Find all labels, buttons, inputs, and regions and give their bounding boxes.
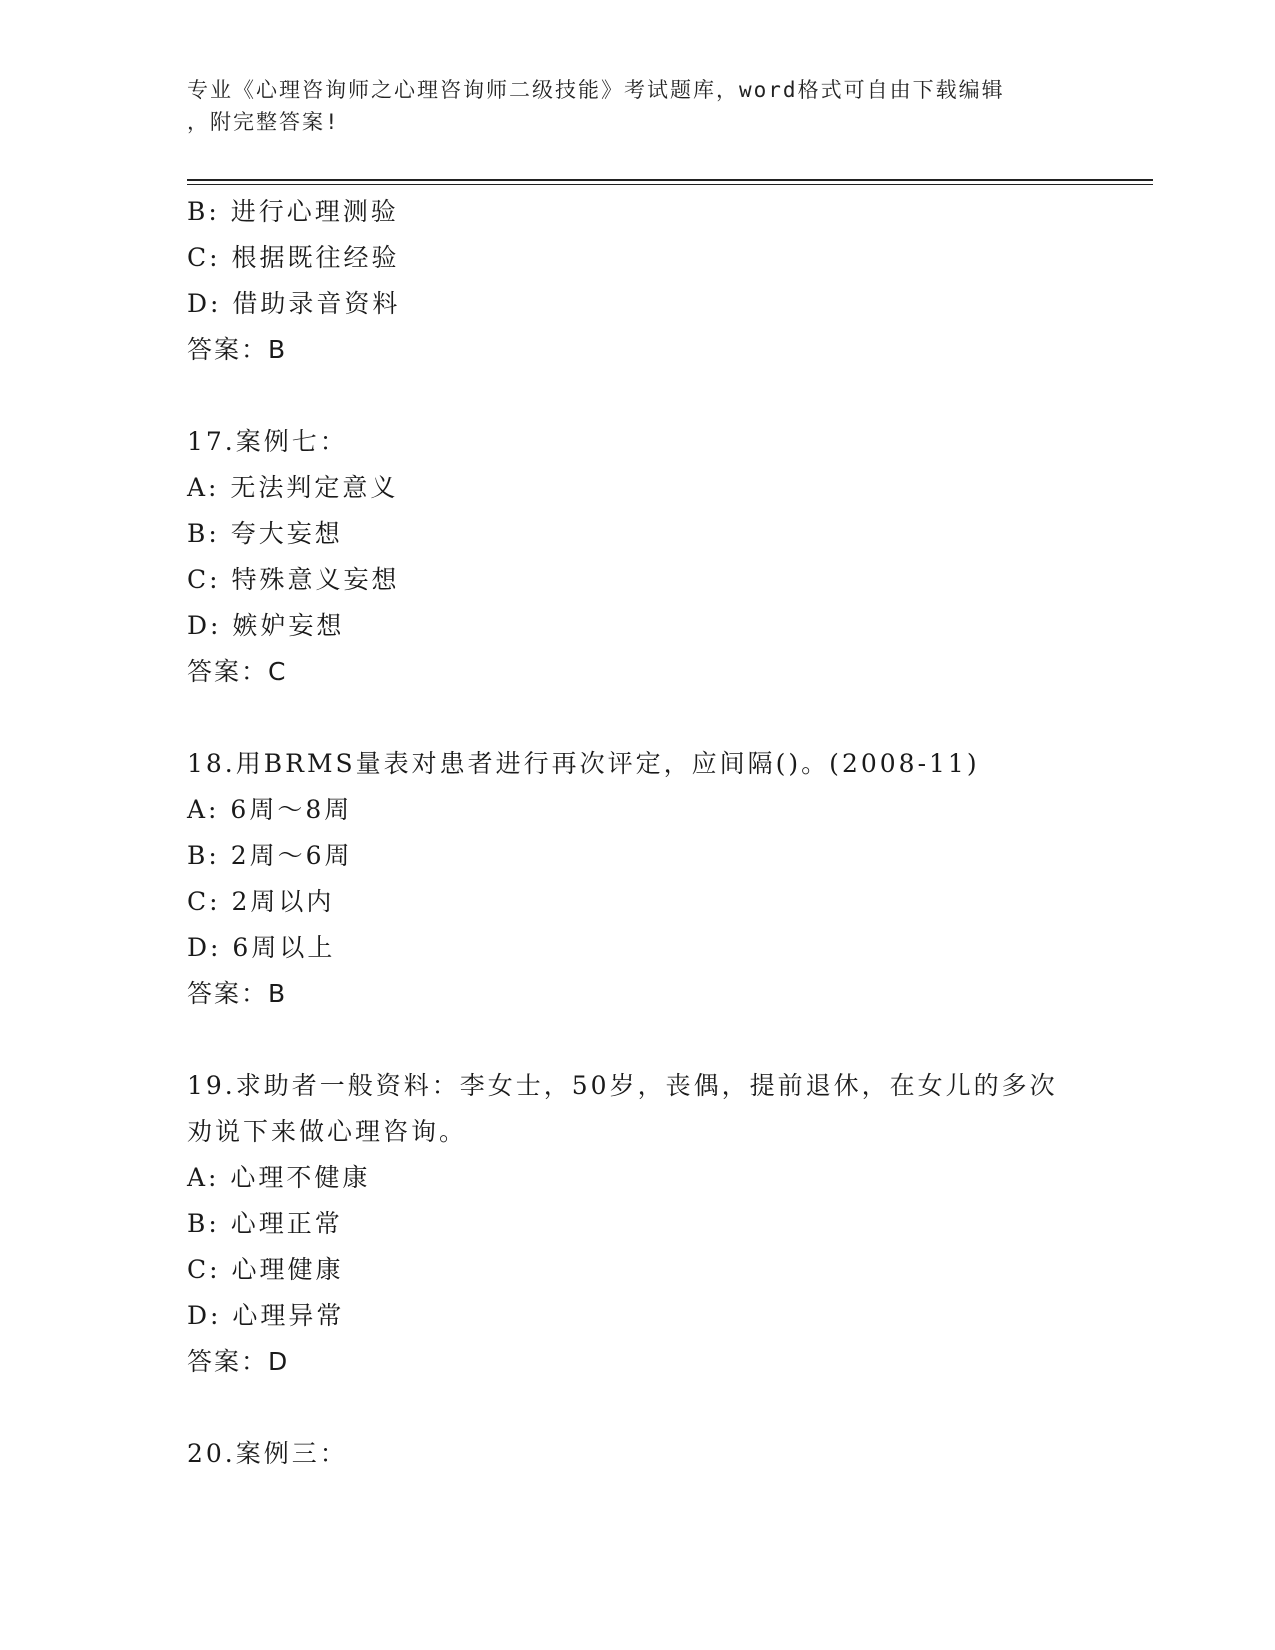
spacer [187,695,1087,741]
question-stem-line1: 19.求助者一般资料：李女士，50岁，丧偶，提前退休，在女儿的多次 [187,1071,1058,1100]
option-a: A: 6周～8周 [187,795,353,824]
header-title-line1: 专业《心理咨询师之心理咨询师二级技能》考试题库，word格式可自由下载编辑 [187,78,1005,102]
question-16 [187,189,1087,373]
question-stem: 17.案例七： [187,427,348,456]
option-b: B: 心理正常 [187,1209,343,1238]
document-header [187,74,1067,138]
answer: 答案：D [187,1347,290,1376]
answer: 答案：C [187,657,288,686]
option-c: C: 心理健康 [187,1255,344,1284]
header-title-line2: ，附完整答案! [187,110,340,134]
option-c: C: 根据既往经验 [187,243,400,272]
spacer [187,1385,1087,1431]
spacer [187,1017,1087,1063]
option-a: A: 无法判定意义 [187,473,399,502]
header-divider-thick [187,179,1153,181]
option-c: C: 特殊意义妄想 [187,565,400,594]
option-d: D: 6周以上 [187,933,336,962]
option-d: D: 心理异常 [187,1301,345,1330]
question-stem: 18.用BRMS量表对患者进行再次评定，应间隔()。(2008-11) [187,749,980,778]
spacer [187,373,1087,419]
option-b: B: 进行心理测验 [187,197,399,226]
answer: 答案：B [187,335,288,364]
option-b: B: 夸大妄想 [187,519,343,548]
question-19 [187,1063,1087,1385]
option-c: C: 2周以内 [187,887,335,916]
option-d: D: 借助录音资料 [187,289,401,318]
question-20 [187,1431,1087,1477]
answer: 答案：B [187,979,288,1008]
header-divider-thin [187,184,1153,185]
question-18 [187,741,1087,1017]
option-b: B: 2周～6周 [187,841,353,870]
option-a: A: 心理不健康 [187,1163,371,1192]
question-stem: 20.案例三： [187,1439,348,1468]
question-list [187,189,1087,1477]
question-17 [187,419,1087,695]
question-stem-line2: 劝说下来做心理咨询。 [187,1117,468,1146]
option-d: D: 嫉妒妄想 [187,611,345,640]
